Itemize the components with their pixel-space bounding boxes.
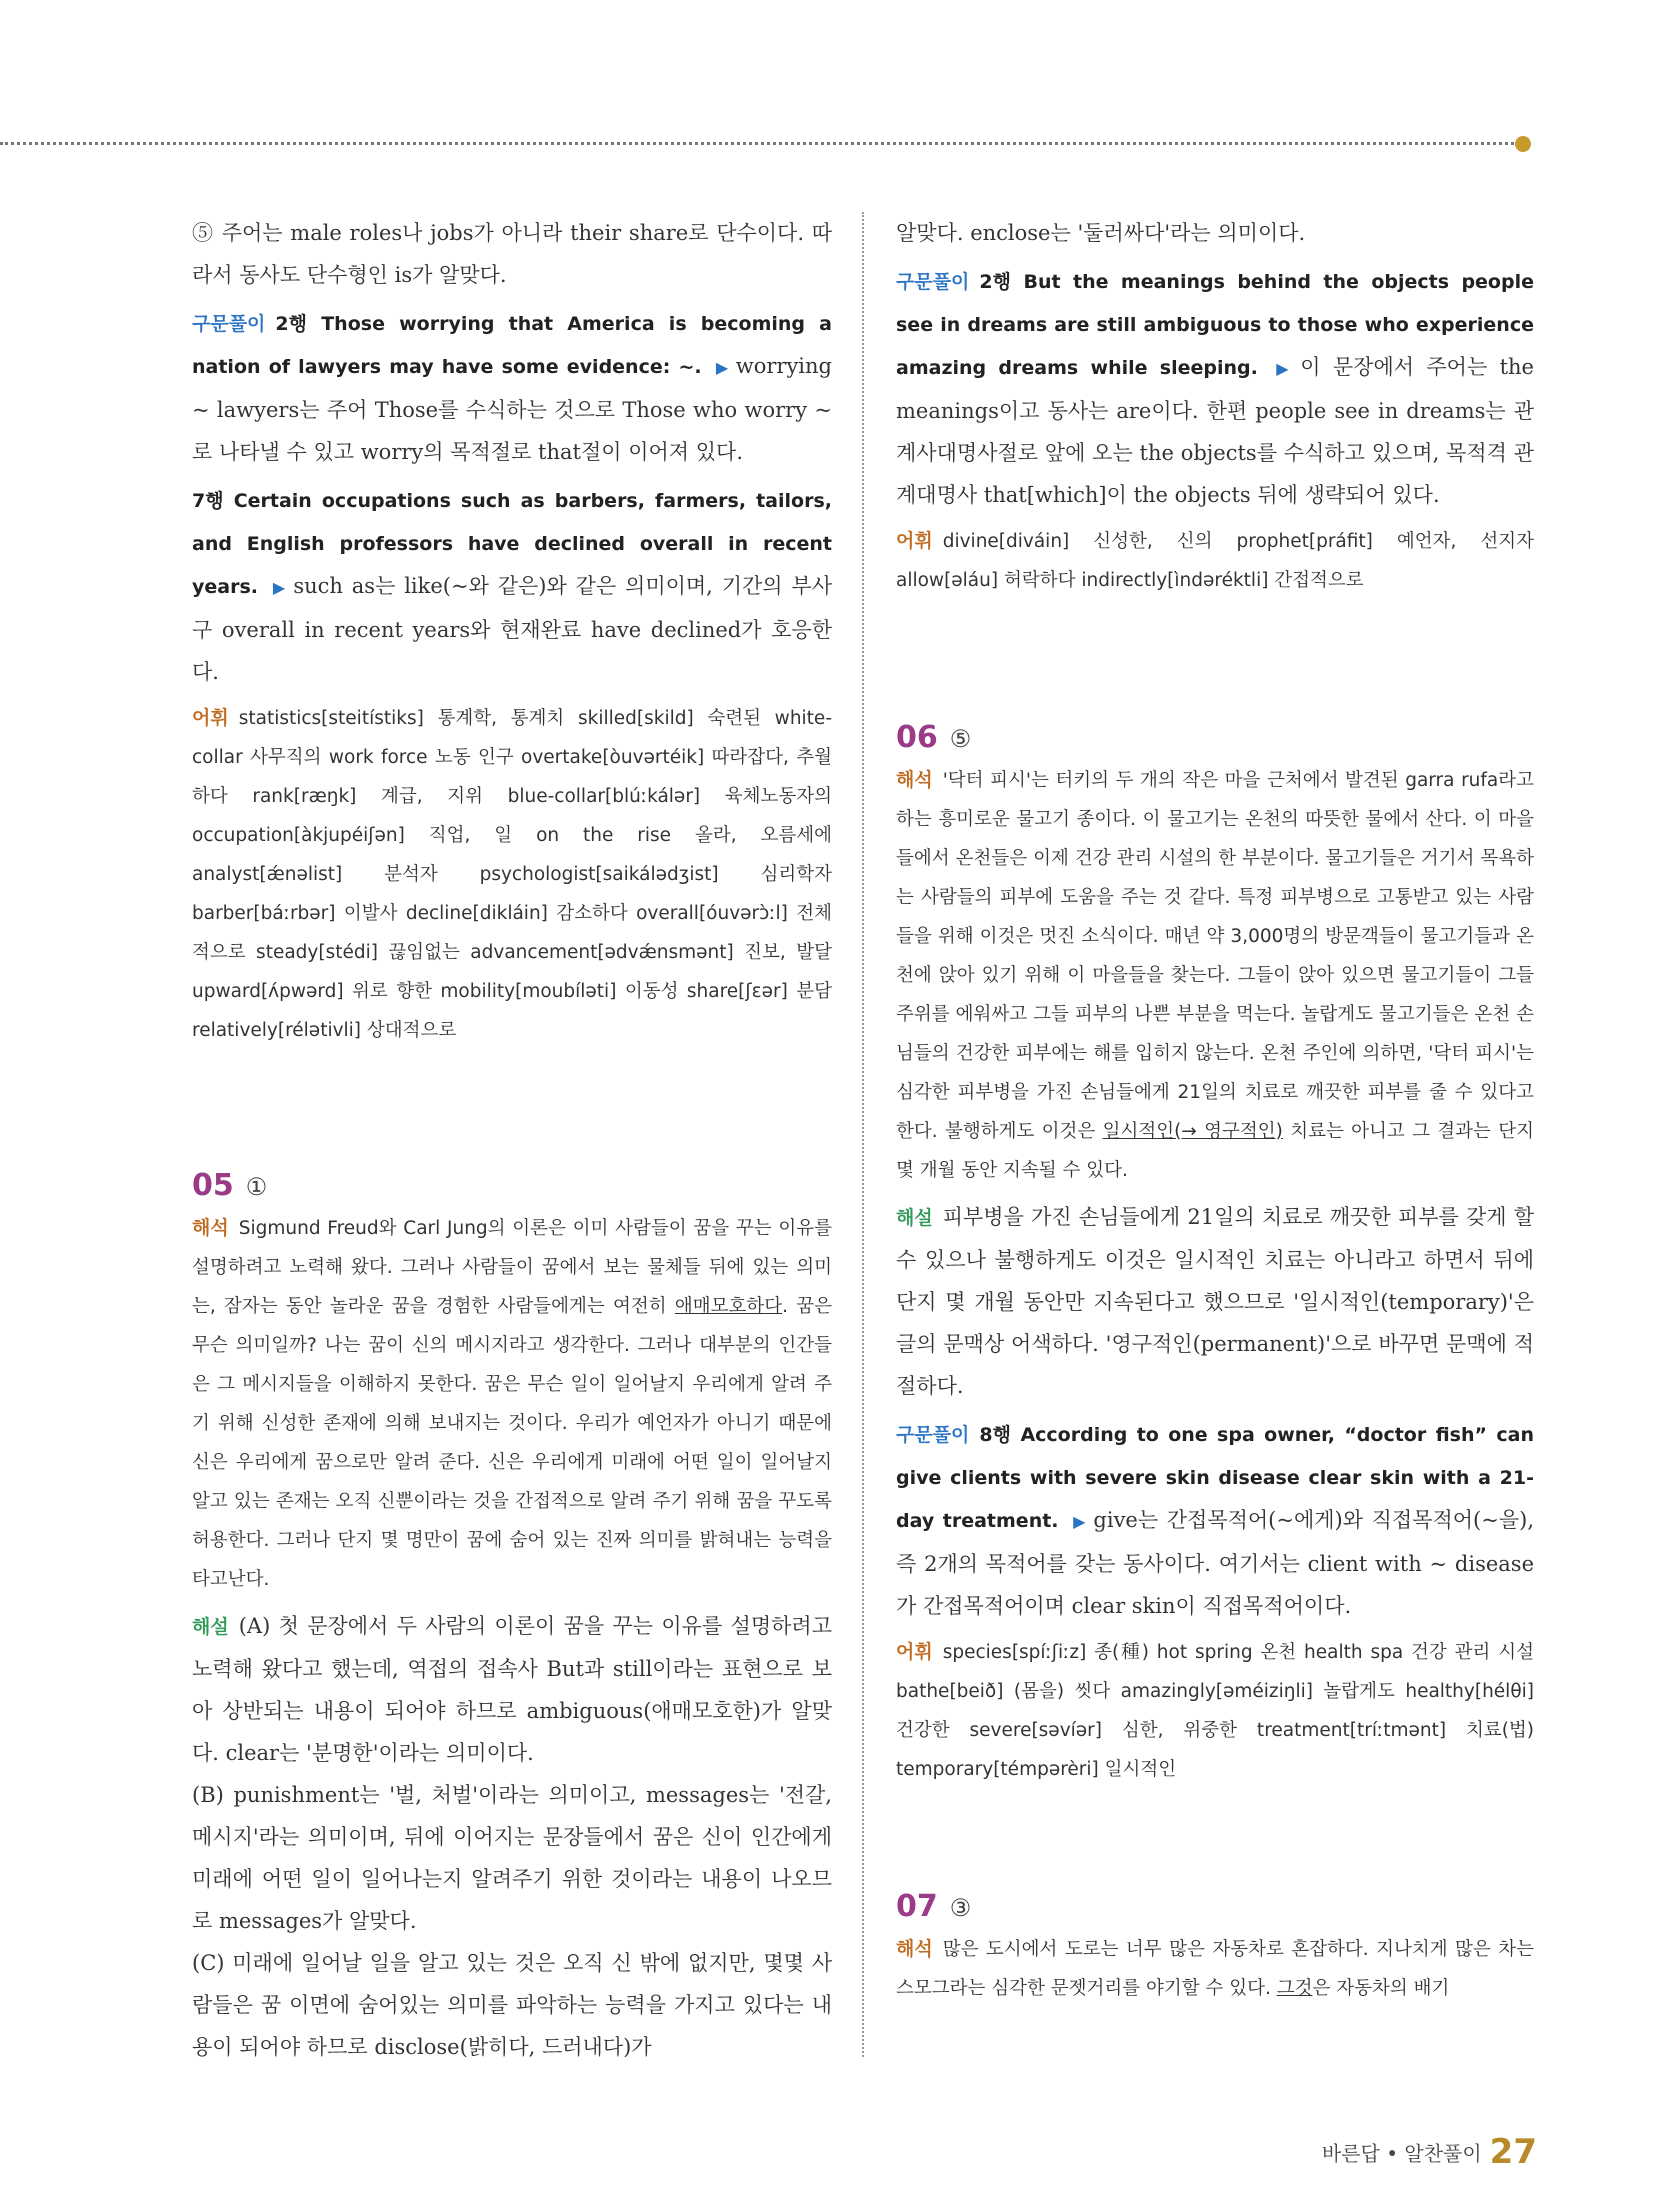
translation <box>896 1930 1534 2008</box>
answer-mark: ① <box>245 1173 268 1201</box>
explanation-b: (B) punishment는 '벌, 처벌'이라는 의미이고, messages는 '전갈, 메시지'라는 의미이며, 뒤에 이어지는 문장들에서 꿈은 신이 인간에게 미래에 어떤 일이 일어나는지 알려주기 위한 것이라는 내용이 나오므로 messages가 알맞다. <box>192 1783 832 1933</box>
arrow-icon: ▶ <box>715 358 730 377</box>
line-ref: 8행 <box>979 1424 1011 1446</box>
vocabulary-label: 어휘 <box>896 1641 933 1663</box>
grammar-explanation: give는 간접목적어(~에게)와 직접목적어(~을), 즉 2개의 목적어를 갖는 동사이다. 여기서는 client with ~ disease가 간접목적어이며 clear skin이 직접목적어이다. <box>896 1508 1535 1618</box>
grammar-explanation: such as는 like(~와 같은)와 같은 의미이며, 기간의 부사구 overall in recent years와 현재완료 have declined가 호응한다. <box>192 574 832 684</box>
vocabulary-box <box>896 1633 1534 1789</box>
explanation-c: (C) 미래에 일어날 일을 알고 있는 것은 오직 신 밖에 없지만, 몇몇 사람들은 꿈 이면에 숨어있는 의미를 파악하는 능력을 가지고 있다는 내용이 되어야 하므로 disclose(밝히다, 드러내다)가 <box>192 1951 832 2059</box>
grammar-explanation: worrying ~ lawyers는 주어 Those를 수식하는 것으로 Those who worry ~로 나타낼 수 있고 worry의 목적절로 that절이 이어져 있다. <box>192 354 832 464</box>
line-ref: 2행 <box>979 271 1011 293</box>
translation-text: . 꿈은 무슨 의미일까? 나는 꿈이 신의 메시지라고 생각한다. 그러나 대부분의 인간들은 그 메시지들을 이해하지 못한다. 꿈은 무슨 일이 일어날지 우리에게 알려 주기 위해 신성한 존재에 의해 보내지는 것이다. 우리가 예언자가 아니기 때문에 신은 우리에게 꿈으로만 알려 준다. 신은 우리에게 미래에 어떤 일이 일어날지 알고 있는 존재는 오직 신뿐이라는 것을 간접적으로 알려 주기 위해 꿈을 꾸도록 허용한다. 그러나 단지 몇 명만이 꿈에 숨어 있는 진짜 의미를 밝혀내는 능력을 타고난다. <box>192 1296 832 1590</box>
explanation <box>192 1605 832 1774</box>
explanation-text: 피부병을 가진 손님들에게 21일의 치료로 깨끗한 피부를 갖게 할 수 있으나 불행하게도 이것은 일시적인 치료는 아니라고 하면서 뒤에 단지 몇 개월 동안만 지속된다고 했으므로 '일시적인(temporary)'은 글의 문맥상 어색하다. '영구적인(permanent)'으로 바꾸면 문맥에 적절하다. <box>896 1205 1534 1398</box>
line-ref: 2행 <box>275 313 307 335</box>
top-dotted-rule <box>0 142 1520 145</box>
arrow-icon: ▶ <box>1276 359 1295 378</box>
example-sentence: According to one spa owner, “doctor fish” can give clients with severe skin disease clear skin with a 21-day treatment. <box>896 1424 1534 1532</box>
answer-mark: ③ <box>949 1894 972 1922</box>
translation-text: 은 자동차의 배기 <box>1312 1978 1450 1999</box>
question-number: 06 <box>896 720 938 755</box>
vocabulary-text: divine[diváin] 신성한, 신의 prophet[práfit] 예언자, 선지자 allow[əláu] 허락하다 indirectly[ìndəréktli] 간접적으로 <box>896 531 1534 591</box>
translation-text: 치료는 아니고 그 결과는 단지 몇 개월 동안 지속될 수 있다. <box>896 1121 1534 1181</box>
underlined-phrase: 애매모호하다 <box>674 1296 783 1317</box>
grammar-note <box>896 1413 1534 1627</box>
explanation-label: 해설 <box>896 1207 933 1229</box>
underlined-phrase: 그것 <box>1276 1978 1313 1999</box>
question-number: 05 <box>192 1168 234 1203</box>
column-divider <box>862 212 864 2057</box>
translation-text: Sigmund Freud와 Carl Jung의 이론은 이미 사람들이 꿈을 꾸는 이유를 설명하려고 노력해 왔다. 그러나 사람들이 꿈에서 보는 물체들 뒤에 있는 의미는, 잠자는 동안 놀라운 꿈을 경험한 사람들에게는 여전히 <box>192 1218 832 1317</box>
translation-label: 해석 <box>896 769 933 791</box>
page-number: 27 <box>1489 2132 1537 2172</box>
top-rule-end-dot <box>1515 136 1531 152</box>
translation-label: 해석 <box>896 1938 933 1960</box>
underlined-phrase: 일시적인(→ 영구적인) <box>1102 1121 1283 1142</box>
question-header <box>192 1168 832 1203</box>
question-header <box>896 1889 1534 1924</box>
grammar-label: 구문풀이 <box>192 313 266 335</box>
grammar-label: 구문풀이 <box>896 1424 970 1446</box>
vocabulary-label: 어휘 <box>192 707 229 729</box>
vocabulary-box <box>192 699 832 1050</box>
translation <box>192 1209 832 1599</box>
example-sentence: But the meanings behind the objects people see in dreams are still ambiguous to those who experience amazing dreams while sleeping. <box>896 271 1534 379</box>
grammar-note <box>192 479 832 693</box>
example-sentence: Those worrying that America is becoming a nation of lawyers may have some evidence: ~. <box>192 313 832 378</box>
vocabulary-text: species[spíːʃiːz] 종(種) hot spring 온천 health spa 건강 관리 시설 bathe[beið] (몸을) 씻다 amazingly[əméiziŋli] 놀랍게도 healthy[hélθi] 건강한 severe[səvíər] 심한, 위중한 treatment[tríːtmənt] 치료(법) temporary[témpərèri] 일시적인 <box>896 1642 1534 1780</box>
vocabulary-box <box>896 522 1534 600</box>
explanation <box>896 1196 1534 1407</box>
grammar-label: 구문풀이 <box>896 271 970 293</box>
explanation-text: 알맞다. enclose는 '둘러싸다'라는 의미이다. <box>896 221 1306 245</box>
grammar-note <box>896 260 1534 516</box>
grammar-note <box>192 302 832 473</box>
page-footer <box>1322 2132 1537 2172</box>
explanation-a: (A) 첫 문장에서 두 사람의 이론이 꿈을 꾸는 이유를 설명하려고 노력해 왔다고 했는데, 역접의 접속사 But과 still이라는 표현으로 보아 상반되는 내용이 되어야 하므로 ambiguous(애매모호한)가 알맞다. clear는 '분명한'이라는 의미이다. <box>192 1614 832 1765</box>
right-column <box>896 212 1534 2014</box>
arrow-icon: ▶ <box>1073 1512 1088 1531</box>
vocabulary-label: 어휘 <box>896 530 933 552</box>
explanation-label: 해설 <box>192 1616 229 1638</box>
explanation-text: ⑤ 주어는 male roles나 jobs가 아니라 their share로 단수이다. 따라서 동사도 단수형인 is가 알맞다. <box>192 221 832 287</box>
translation-text: '닥터 피시'는 터키의 두 개의 작은 마을 근처에서 발견된 garra rufa라고 하는 흥미로운 물고기 종이다. 이 물고기는 온천의 따뜻한 물에서 산다. 이 마을들에서 온천들은 이제 건강 관리 시설의 한 부분이다. 물고기들은 거기서 목욕하는 사람들의 피부에 도움을 주는 것 같다. 특정 피부병으로 고통받고 있는 사람들을 위해 이것은 멋진 소식이다. 매년 약 3,000명의 방문객들이 물고기들과 온천에 앉아 있기 위해 이 마을들을 찾는다. 그들이 앉아 있으면 물고기들이 그들 주위를 에워싸고 그들 피부의 나쁜 부분을 먹는다. 놀랍게도 물고기들은 온천 손님들의 건강한 피부에는 해를 입히지 않는다. 온천 주인에 의하면, '닥터 피시'는 심각한 피부병을 가진 손님들에게 21일의 치료로 깨끗한 피부를 줄 수 있다고 한다. 불행하게도 이것은 <box>896 770 1534 1142</box>
footer-title: 바른답 • 알찬풀이 <box>1321 2141 1482 2166</box>
vocabulary-text: statistics[steitístiks] 통계학, 통계치 skilled[skild] 숙련된 white-collar 사무직의 work force 노동 인구 overtake[òuvərtéik] 따라잡다, 추월하다 rank[ræŋk] 계급, 지위 blue-collar[blúːkálər] 육체노동자의 occupation[àkjupéiʃən] 직업, 일 on the rise 올라, 오름세에 analyst[ǽnəlist] 분석자 psychologist[saikálədʒist] 심리학자 barber[báːrbər] 이발사 decline[dikláin] 감소하다 overall[óuvərɔ̀ːl] 전체적으로 steady[stédi] 끊임없는 advancement[ədvǽnsmənt] 진보, 발달 upward[ʌ́pwərd] 위로 향한 mobility[moubíləti] 이동성 share[ʃɛər] 분담 relatively[rélətivli] 상대적으로 <box>192 708 832 1041</box>
left-column <box>192 212 832 2068</box>
translation-label: 해석 <box>192 1217 229 1239</box>
answer-mark: ⑤ <box>949 725 972 753</box>
example-sentence: Certain occupations such as barbers, farmers, tailors, and English professors have declined overall in recent years. <box>192 490 832 598</box>
grammar-explanation: 이 문장에서 주어는 the meanings이고 동사는 are이다. 한편 people see in dreams는 관계사대명사절로 앞에 오는 the objects를 수식하고 있으며, 목적격 관계대명사 that[which]이 the objects 뒤에 생략되어 있다. <box>896 355 1534 507</box>
translation-text: 많은 도시에서 도로는 너무 많은 자동차로 혼잡하다. 지나치게 많은 차는 스모그라는 심각한 문젯거리를 야기할 수 있다. <box>896 1939 1534 1999</box>
translation <box>896 761 1534 1190</box>
arrow-icon: ▶ <box>272 578 288 597</box>
question-number: 07 <box>896 1889 938 1924</box>
line-ref: 7행 <box>192 490 224 512</box>
question-header <box>896 720 1534 755</box>
